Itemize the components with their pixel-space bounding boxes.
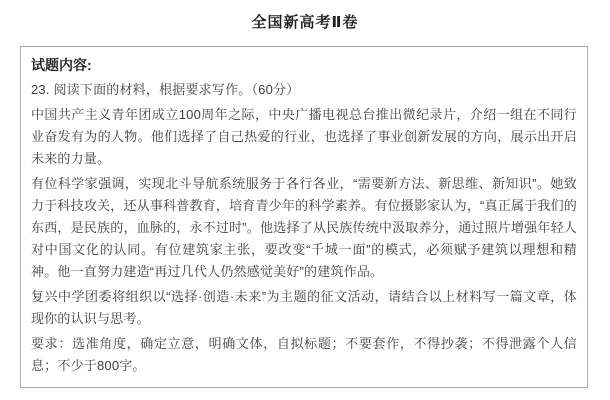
material-paragraph-1: 中国共产主义青年团成立100周年之际，中央广播电视总台推出微纪录片，介绍一组在不同行业奋发有为的人物。他们选择了自己热爱的行业，也选择了事业创新发展的方向，展示出开启未来的力量。 [31, 107, 577, 166]
question-box [20, 46, 588, 388]
question-box-header: 试题内容: [31, 57, 92, 73]
question-instruction-paragraph: 23. 阅读下面的材料，根据要求写作。（60分） [31, 82, 300, 97]
material-paragraph-2: 有位科学家强调，实现北斗导航系统服务于各行各业，“需要新方法、新思维、新知识”。她致力于科技攻关，还从事科普教育，培育青少年的科学素养。有位摄影家认为，“真正属于我们的东西，是民族的，血脉的，永不过时”。他选择了从民族传统中汲取养分，通过照片增强年轻人对中国文化的认同。有位建筑家主张，要改变“千城一面”的模式，必须赋予建筑以理想和精神。他一直努力建造“再过几代人仍然感觉美好”的建筑作品。 [31, 176, 577, 279]
requirements-paragraph: 要求：选准角度，确定立意，明确文体，自拟标题；不要套作，不得抄袭；不得泄露个人信息；不少于800字。 [31, 336, 577, 373]
task-paragraph: 复兴中学团委将组织以“选择·创造·未来”为主题的征文活动，请结合以上材料写一篇文章，体现你的认识与思考。 [31, 289, 577, 326]
page-title: 全国新高考Ⅱ卷 [251, 14, 359, 31]
